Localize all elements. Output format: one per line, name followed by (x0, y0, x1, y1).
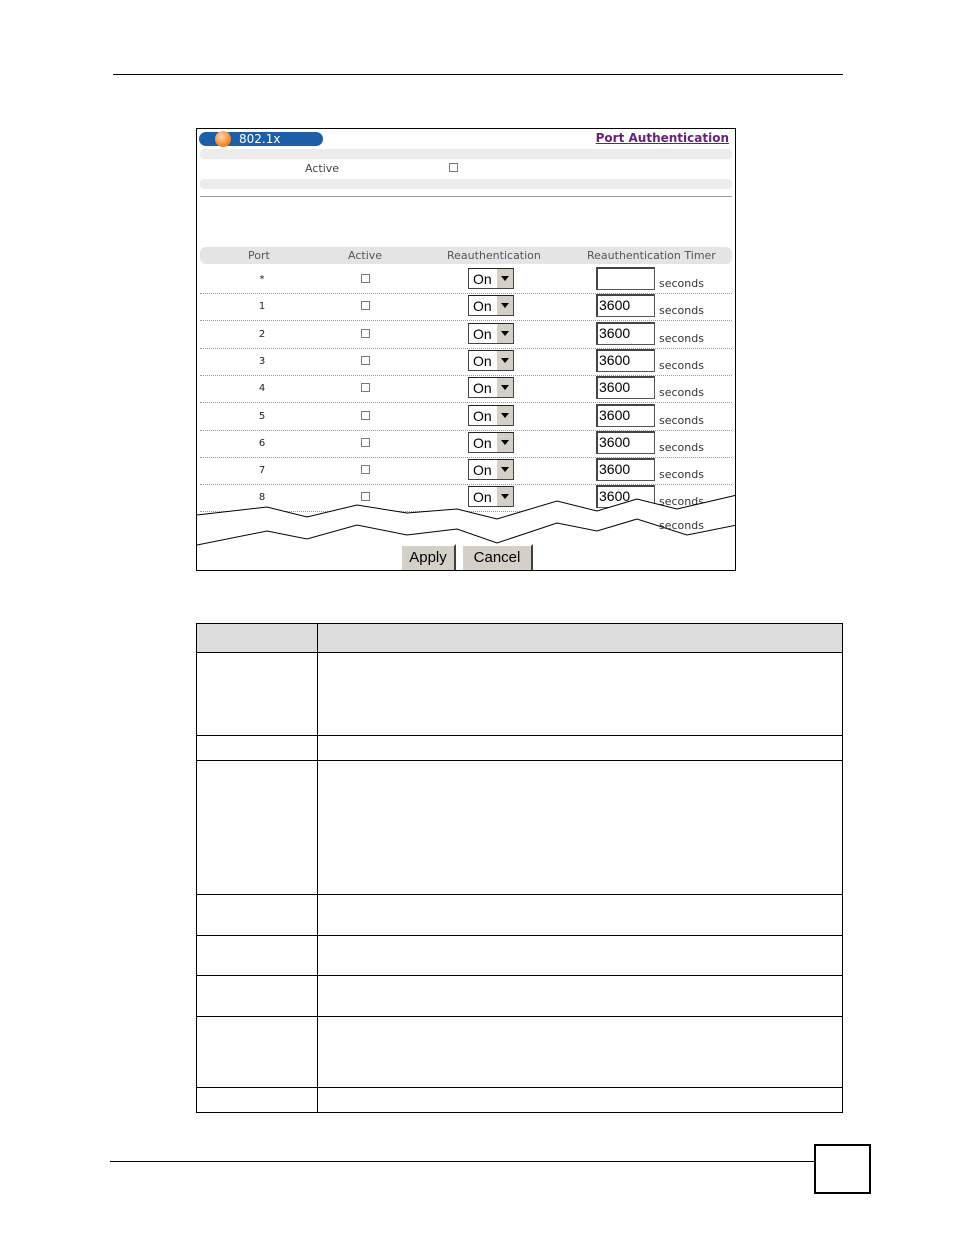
seconds-label: seconds (659, 277, 704, 290)
active-label: Active (305, 162, 340, 175)
panel-title: 802.1x (239, 132, 281, 146)
port-number: * (259, 274, 265, 285)
port-number: 5 (258, 410, 266, 422)
port-active-checkbox[interactable] (361, 411, 370, 420)
reauthentication-value: On (473, 407, 492, 424)
dropdown-arrow-icon[interactable] (496, 406, 513, 425)
port-number: 3 (258, 355, 266, 367)
dropdown-arrow-icon[interactable] (496, 324, 513, 343)
reauthentication-value: On (473, 462, 492, 479)
seconds-label: seconds (659, 358, 704, 372)
panel-title-bar (199, 132, 323, 146)
reauthentication-timer-input[interactable]: 3600 (596, 376, 655, 399)
bottom-strip (200, 179, 732, 189)
footer-rule (110, 1161, 814, 1162)
dropdown-arrow-icon[interactable] (496, 269, 513, 288)
dropdown-arrow-icon[interactable] (496, 378, 513, 397)
port-active-checkbox[interactable] (361, 383, 370, 392)
orange-bullet-icon (215, 131, 231, 147)
seconds-label: seconds (659, 413, 704, 427)
reauthentication-timer-input[interactable]: 3600 (596, 294, 655, 317)
reauthentication-value: On (473, 271, 492, 287)
reauthentication-timer-input[interactable]: 3600 (596, 349, 655, 372)
reauthentication-select[interactable] (468, 377, 514, 398)
reauthentication-value: On (473, 434, 492, 451)
reauthentication-timer-input[interactable]: 3600 (596, 431, 655, 454)
col-reauthentication-timer: Reauthentication Timer (587, 249, 716, 262)
port-active-checkbox[interactable] (361, 356, 370, 365)
port-table-header (200, 247, 732, 264)
dropdown-arrow-icon[interactable] (496, 351, 513, 370)
global-active-checkbox[interactable] (449, 163, 458, 172)
table-header-row (197, 624, 842, 653)
table-row-divider (197, 975, 842, 976)
col-active: Active (348, 249, 383, 262)
port-row (200, 457, 732, 485)
seconds-label: seconds (659, 440, 704, 454)
reauthentication-value: On (473, 298, 492, 315)
seconds-label: seconds (659, 468, 704, 482)
port-number: 6 (258, 437, 266, 449)
table-column-divider (317, 624, 318, 1112)
port-row (200, 430, 732, 458)
reauthentication-select[interactable] (468, 323, 514, 344)
reauthentication-value: On (473, 325, 492, 342)
port-authentication-panel (196, 128, 736, 571)
apply-button[interactable]: Apply (400, 544, 456, 571)
dropdown-arrow-icon[interactable] (496, 296, 513, 315)
reauthentication-timer-input[interactable]: 3600 (596, 404, 655, 427)
dropdown-arrow-icon[interactable] (496, 433, 513, 452)
cancel-button[interactable]: Cancel (461, 544, 533, 571)
port-row (200, 375, 732, 403)
reauthentication-timer-input[interactable]: 3600 (596, 485, 655, 508)
port-number: 7 (258, 465, 266, 477)
reauthentication-value: On (473, 380, 492, 397)
seconds-label: seconds (659, 495, 704, 509)
seconds-label: seconds (659, 304, 704, 318)
reauthentication-value: On (473, 489, 492, 506)
dropdown-arrow-icon[interactable] (496, 460, 513, 479)
port-active-checkbox[interactable] (361, 465, 370, 474)
table-row-divider (197, 760, 842, 761)
reauthentication-select[interactable] (468, 432, 514, 453)
port-active-checkbox[interactable] (361, 301, 370, 310)
reauthentication-select[interactable] (468, 459, 514, 480)
col-reauthentication: Reauthentication (447, 249, 541, 262)
top-strip (200, 149, 732, 159)
table-row-divider (197, 894, 842, 895)
table-row-divider (197, 935, 842, 936)
table-row-divider (197, 735, 842, 736)
port-number: 2 (258, 328, 266, 340)
table-row-divider (197, 1087, 842, 1088)
header-rule (113, 74, 843, 75)
port-row (200, 293, 732, 321)
reauthentication-timer-input[interactable]: 3600 (596, 322, 655, 345)
section-divider (200, 196, 732, 197)
port-row (200, 348, 732, 376)
reauthentication-value: On (473, 352, 492, 369)
reauthentication-select[interactable] (468, 350, 514, 371)
port-number: 1 (258, 301, 266, 313)
partial-seconds-label: seconds (659, 519, 704, 532)
port-active-checkbox[interactable] (361, 438, 370, 447)
seconds-label: seconds (659, 386, 704, 400)
port-row (200, 266, 732, 294)
global-active-row (200, 159, 732, 179)
reauthentication-timer-input[interactable] (596, 267, 655, 290)
field-description-table (196, 623, 843, 1113)
seconds-label: seconds (659, 331, 704, 345)
port-row (200, 321, 732, 349)
port-number: 8 (258, 492, 266, 504)
reauthentication-timer-input[interactable]: 3600 (596, 458, 655, 481)
reauthentication-select[interactable] (468, 405, 514, 426)
port-row (200, 403, 732, 431)
table-row-divider (197, 1016, 842, 1017)
page-number-box (814, 1144, 871, 1194)
port-authentication-link[interactable]: Port Authentication (595, 131, 729, 145)
port-active-checkbox[interactable] (361, 274, 370, 283)
reauthentication-select[interactable] (468, 268, 514, 289)
col-port: Port (248, 249, 270, 262)
reauthentication-select[interactable] (468, 295, 514, 316)
port-active-checkbox[interactable] (361, 329, 370, 338)
port-number: 4 (258, 383, 266, 395)
